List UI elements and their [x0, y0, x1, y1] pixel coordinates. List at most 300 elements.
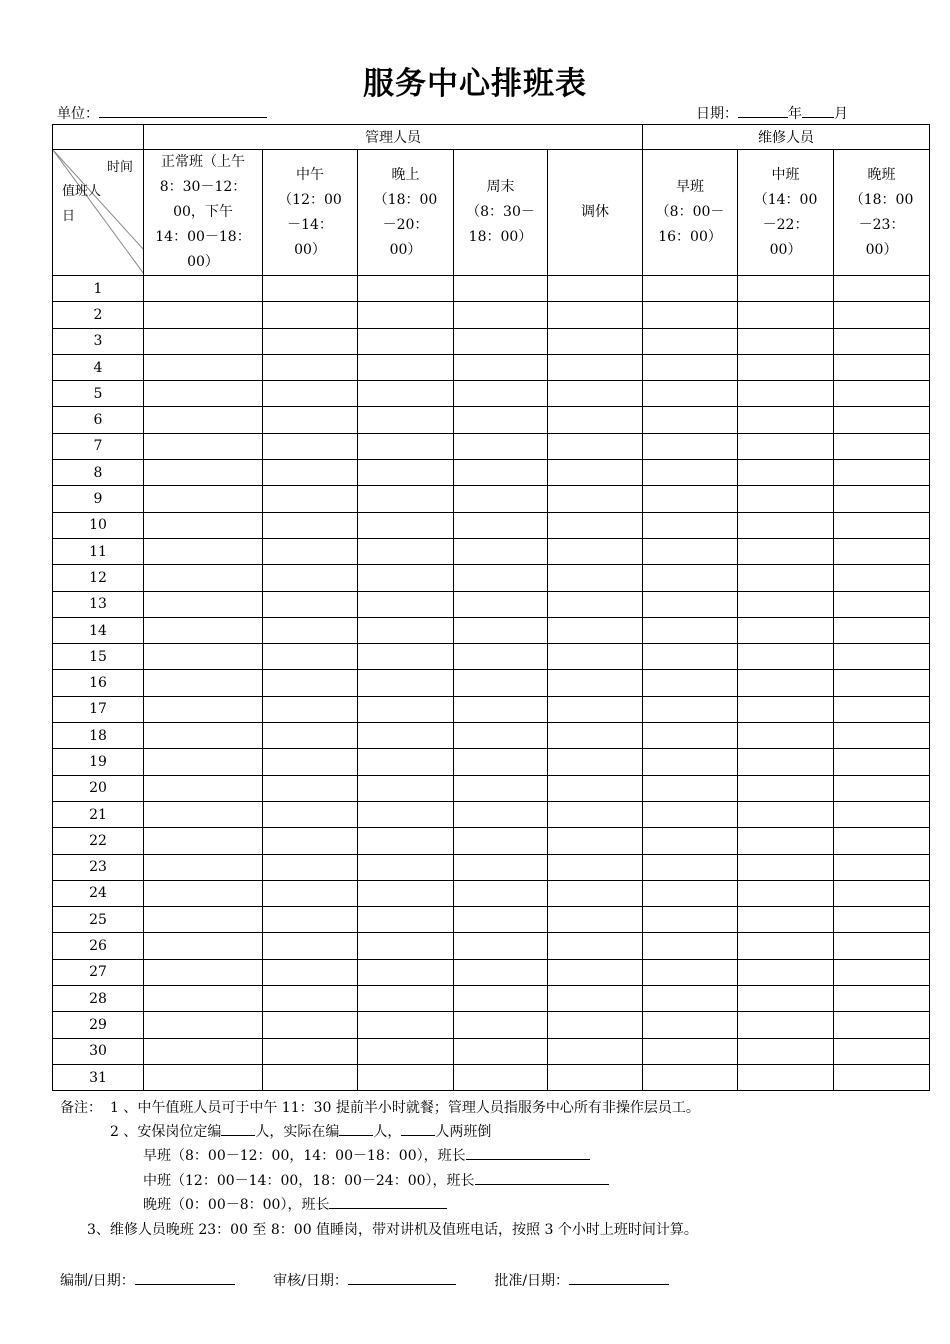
schedule-cell[interactable] [144, 986, 263, 1012]
schedule-cell[interactable] [548, 354, 643, 380]
year-blank[interactable] [738, 103, 788, 118]
schedule-cell[interactable] [358, 828, 454, 854]
signature-line [60, 1270, 703, 1290]
schedule-cell[interactable] [834, 986, 930, 1012]
schedule-cell[interactable] [454, 775, 548, 801]
schedule-cell[interactable] [738, 1064, 834, 1090]
schedule-cell[interactable] [643, 460, 738, 486]
schedule-cell[interactable] [454, 433, 548, 459]
schedule-cell[interactable] [834, 381, 930, 407]
schedule-cell[interactable] [454, 986, 548, 1012]
schedule-cell[interactable] [144, 407, 263, 433]
note-2d: 人两班倒 [435, 1124, 492, 1140]
schedule-cell[interactable] [738, 354, 834, 380]
schedule-cell[interactable] [548, 907, 643, 933]
schedule-cell[interactable] [738, 907, 834, 933]
schedule-cell[interactable] [358, 328, 454, 354]
schedule-cell[interactable] [643, 565, 738, 591]
schedule-cell[interactable] [358, 302, 454, 328]
schedule-cell[interactable] [548, 854, 643, 880]
schedule-cell[interactable] [643, 617, 738, 643]
schedule-cell[interactable] [548, 1038, 643, 1064]
schedule-cell[interactable] [454, 959, 548, 985]
schedule-cell[interactable] [643, 986, 738, 1012]
schedule-cell[interactable] [263, 276, 358, 302]
schedule-cell[interactable] [263, 828, 358, 854]
schedule-cell[interactable] [263, 880, 358, 906]
schedule-cell[interactable] [144, 670, 263, 696]
schedule-cell[interactable] [738, 986, 834, 1012]
schedule-cell[interactable] [738, 933, 834, 959]
schedule-cell[interactable] [358, 617, 454, 643]
schedule-cell[interactable] [144, 723, 263, 749]
schedule-cell[interactable] [548, 1064, 643, 1090]
schedule-cell[interactable] [454, 617, 548, 643]
blank-early-leader[interactable] [466, 1145, 590, 1160]
schedule-cell[interactable] [738, 486, 834, 512]
schedule-cell[interactable] [454, 749, 548, 775]
schedule-cell[interactable] [834, 959, 930, 985]
unit-blank[interactable] [99, 103, 267, 118]
schedule-cell[interactable] [454, 1012, 548, 1038]
schedule-cell[interactable] [454, 723, 548, 749]
note-2c: 人， [373, 1124, 402, 1140]
schedule-cell[interactable] [454, 460, 548, 486]
schedule-cell[interactable] [263, 959, 358, 985]
schedule-cell[interactable] [263, 933, 358, 959]
schedule-cell[interactable] [454, 696, 548, 722]
column-header-line: （18：00 [849, 191, 914, 208]
schedule-cell[interactable] [548, 538, 643, 564]
column-header-line: 中班 [771, 166, 800, 183]
schedule-cell[interactable] [834, 1012, 930, 1038]
schedule-cell[interactable] [454, 276, 548, 302]
blank-mid-leader[interactable] [475, 1170, 609, 1185]
schedule-cell[interactable] [144, 1038, 263, 1064]
schedule-cell[interactable] [834, 933, 930, 959]
schedule-cell[interactable] [643, 854, 738, 880]
schedule-cell[interactable] [548, 302, 643, 328]
schedule-cell[interactable] [834, 276, 930, 302]
schedule-cell[interactable] [548, 696, 643, 722]
schedule-cell[interactable] [548, 959, 643, 985]
sign-prepared-label: 编制/日期： [60, 1273, 135, 1289]
schedule-cell[interactable] [643, 407, 738, 433]
schedule-cell[interactable] [548, 1012, 643, 1038]
schedule-cell[interactable] [454, 933, 548, 959]
schedule-cell[interactable] [834, 486, 930, 512]
schedule-cell[interactable] [263, 670, 358, 696]
schedule-cell[interactable] [454, 591, 548, 617]
schedule-cell[interactable] [263, 1064, 358, 1090]
schedule-cell[interactable] [834, 723, 930, 749]
schedule-cell[interactable] [738, 959, 834, 985]
schedule-cell[interactable] [358, 775, 454, 801]
schedule-cell[interactable] [738, 1012, 834, 1038]
schedule-cell[interactable] [643, 775, 738, 801]
schedule-cell[interactable] [738, 617, 834, 643]
schedule-cell[interactable] [358, 1064, 454, 1090]
schedule-cell[interactable] [454, 565, 548, 591]
blank-staff-actual[interactable] [339, 1121, 373, 1136]
schedule-table [52, 124, 930, 1091]
schedule-cell[interactable] [548, 276, 643, 302]
table-row [53, 696, 930, 722]
schedule-cell[interactable] [454, 381, 548, 407]
schedule-cell[interactable] [263, 1038, 358, 1064]
schedule-cell[interactable] [358, 512, 454, 538]
schedule-cell[interactable] [834, 460, 930, 486]
schedule-cell[interactable] [834, 854, 930, 880]
schedule-cell[interactable] [144, 933, 263, 959]
day-number: 12 [53, 565, 144, 591]
day-number: 31 [53, 1064, 144, 1090]
schedule-cell[interactable] [263, 723, 358, 749]
schedule-cell[interactable] [738, 407, 834, 433]
schedule-cell[interactable] [358, 354, 454, 380]
schedule-cell[interactable] [144, 828, 263, 854]
schedule-cell[interactable] [738, 565, 834, 591]
schedule-cell[interactable] [643, 644, 738, 670]
schedule-cell[interactable] [358, 591, 454, 617]
schedule-cell[interactable] [548, 512, 643, 538]
schedule-cell[interactable] [834, 907, 930, 933]
schedule-cell[interactable] [834, 775, 930, 801]
schedule-cell[interactable] [263, 512, 358, 538]
schedule-cell[interactable] [454, 644, 548, 670]
schedule-cell[interactable] [358, 696, 454, 722]
schedule-cell[interactable] [454, 907, 548, 933]
month-blank[interactable] [802, 103, 834, 118]
notes-line-2 [110, 1120, 491, 1145]
schedule-cell[interactable] [358, 460, 454, 486]
day-number: 26 [53, 933, 144, 959]
schedule-cell[interactable] [834, 433, 930, 459]
schedule-cell[interactable] [548, 828, 643, 854]
schedule-cell[interactable] [548, 723, 643, 749]
schedule-cell[interactable] [358, 381, 454, 407]
day-number: 1 [53, 276, 144, 302]
schedule-cell[interactable] [263, 407, 358, 433]
schedule-cell[interactable] [144, 749, 263, 775]
schedule-cell[interactable] [454, 854, 548, 880]
schedule-cell[interactable] [548, 328, 643, 354]
schedule-cell[interactable] [738, 670, 834, 696]
schedule-cell[interactable] [548, 670, 643, 696]
column-header-line: 正常班（上午 [161, 154, 245, 170]
schedule-cell[interactable] [738, 433, 834, 459]
day-number: 16 [53, 670, 144, 696]
schedule-cell[interactable] [643, 933, 738, 959]
table-row [53, 591, 930, 617]
schedule-cell[interactable] [834, 670, 930, 696]
schedule-cell[interactable] [144, 880, 263, 906]
schedule-cell[interactable] [358, 959, 454, 985]
schedule-cell[interactable] [738, 801, 834, 827]
schedule-cell[interactable] [144, 302, 263, 328]
schedule-cell[interactable] [643, 302, 738, 328]
blank-staff-shift[interactable] [401, 1121, 435, 1136]
schedule-cell[interactable] [738, 276, 834, 302]
sign-approved-blank[interactable] [569, 1270, 669, 1285]
schedule-cell[interactable] [144, 381, 263, 407]
schedule-cell[interactable] [738, 696, 834, 722]
schedule-cell[interactable] [358, 986, 454, 1012]
day-number: 21 [53, 801, 144, 827]
schedule-cell[interactable] [643, 907, 738, 933]
schedule-cell[interactable] [643, 486, 738, 512]
schedule-cell[interactable] [643, 328, 738, 354]
schedule-cell[interactable] [643, 670, 738, 696]
schedule-cell[interactable] [358, 670, 454, 696]
sign-reviewed-blank[interactable] [348, 1270, 456, 1285]
schedule-cell[interactable] [738, 512, 834, 538]
schedule-cell[interactable] [263, 591, 358, 617]
schedule-cell[interactable] [144, 433, 263, 459]
schedule-cell[interactable] [358, 276, 454, 302]
schedule-cell[interactable] [454, 828, 548, 854]
schedule-cell[interactable] [358, 538, 454, 564]
schedule-cell[interactable] [738, 749, 834, 775]
schedule-cell[interactable] [263, 381, 358, 407]
schedule-cell[interactable] [738, 828, 834, 854]
table-row [53, 1064, 930, 1090]
column-header-line: （14：00 [753, 191, 818, 208]
schedule-cell[interactable] [263, 775, 358, 801]
schedule-cell[interactable] [738, 880, 834, 906]
schedule-cell[interactable] [643, 696, 738, 722]
schedule-cell[interactable] [834, 749, 930, 775]
schedule-cell[interactable] [263, 749, 358, 775]
schedule-cell[interactable] [548, 591, 643, 617]
schedule-cell[interactable] [144, 801, 263, 827]
schedule-cell[interactable] [454, 354, 548, 380]
schedule-cell[interactable] [643, 959, 738, 985]
schedule-cell[interactable] [643, 1064, 738, 1090]
schedule-cell[interactable] [144, 854, 263, 880]
schedule-cell[interactable] [834, 328, 930, 354]
schedule-cell[interactable] [738, 591, 834, 617]
schedule-cell[interactable] [548, 407, 643, 433]
schedule-cell[interactable] [454, 407, 548, 433]
schedule-cell[interactable] [263, 644, 358, 670]
schedule-cell[interactable] [643, 1012, 738, 1038]
schedule-cell[interactable] [358, 565, 454, 591]
schedule-cell[interactable] [263, 617, 358, 643]
schedule-cell[interactable] [834, 407, 930, 433]
blank-staff-quota[interactable] [221, 1121, 255, 1136]
day-number: 22 [53, 828, 144, 854]
schedule-cell[interactable] [548, 486, 643, 512]
schedule-cell[interactable] [643, 354, 738, 380]
schedule-cell[interactable] [144, 538, 263, 564]
schedule-cell[interactable] [358, 933, 454, 959]
schedule-cell[interactable] [834, 591, 930, 617]
schedule-cell[interactable] [454, 880, 548, 906]
schedule-cell[interactable] [548, 749, 643, 775]
day-number: 29 [53, 1012, 144, 1038]
schedule-cell[interactable] [358, 749, 454, 775]
schedule-cell[interactable] [144, 1064, 263, 1090]
schedule-cell[interactable] [643, 381, 738, 407]
schedule-cell[interactable] [144, 775, 263, 801]
schedule-cell[interactable] [548, 801, 643, 827]
schedule-cell[interactable] [454, 302, 548, 328]
column-header-line: 00，下午 [173, 204, 233, 220]
schedule-cell[interactable] [643, 828, 738, 854]
schedule-cell[interactable] [643, 1038, 738, 1064]
schedule-cell[interactable] [263, 801, 358, 827]
schedule-cell[interactable] [358, 1038, 454, 1064]
table-row [53, 801, 930, 827]
schedule-cell[interactable] [834, 801, 930, 827]
day-number: 20 [53, 775, 144, 801]
schedule-cell[interactable] [834, 696, 930, 722]
note-2b: 人，实际在编 [255, 1124, 340, 1140]
schedule-cell[interactable] [263, 854, 358, 880]
schedule-cell[interactable] [834, 828, 930, 854]
schedule-cell[interactable] [144, 565, 263, 591]
schedule-cell[interactable] [144, 328, 263, 354]
schedule-cell[interactable] [643, 433, 738, 459]
schedule-cell[interactable] [643, 591, 738, 617]
schedule-cell[interactable] [263, 907, 358, 933]
schedule-cell[interactable] [263, 1012, 358, 1038]
schedule-cell[interactable] [358, 907, 454, 933]
table-row [53, 565, 930, 591]
schedule-cell[interactable] [454, 801, 548, 827]
table-row [53, 1038, 930, 1064]
schedule-cell[interactable] [834, 302, 930, 328]
notes-line-night [143, 1193, 447, 1218]
schedule-cell[interactable] [454, 1064, 548, 1090]
schedule-cell[interactable] [643, 880, 738, 906]
schedule-cell[interactable] [738, 723, 834, 749]
schedule-cell[interactable] [454, 512, 548, 538]
column-header-line: 00） [294, 241, 326, 258]
schedule-cell[interactable] [834, 644, 930, 670]
schedule-cell[interactable] [738, 644, 834, 670]
schedule-cell[interactable] [834, 354, 930, 380]
schedule-cell[interactable] [263, 986, 358, 1012]
note-1: 1 、中午值班人员可于中午 11：30 提前半小时就餐；管理人员指服务中心所有非操作层员工。 [110, 1100, 700, 1116]
schedule-cell[interactable] [738, 775, 834, 801]
schedule-cell[interactable] [834, 565, 930, 591]
column-header-line: 00） [187, 254, 219, 270]
schedule-cell[interactable] [643, 276, 738, 302]
schedule-cell[interactable] [738, 538, 834, 564]
schedule-cell[interactable] [144, 276, 263, 302]
schedule-cell[interactable] [548, 775, 643, 801]
schedule-cell[interactable] [834, 512, 930, 538]
schedule-cell[interactable] [643, 723, 738, 749]
schedule-cell[interactable] [454, 538, 548, 564]
sign-prepared-blank[interactable] [135, 1270, 235, 1285]
schedule-cell[interactable] [454, 328, 548, 354]
schedule-cell[interactable] [358, 644, 454, 670]
schedule-cell[interactable] [144, 907, 263, 933]
schedule-cell[interactable] [263, 565, 358, 591]
schedule-cell[interactable] [358, 880, 454, 906]
schedule-cell[interactable] [643, 538, 738, 564]
schedule-cell[interactable] [263, 460, 358, 486]
sign-reviewed [273, 1270, 456, 1290]
schedule-cell[interactable] [738, 1038, 834, 1064]
schedule-cell[interactable] [144, 591, 263, 617]
schedule-cell[interactable] [144, 354, 263, 380]
table-row [53, 433, 930, 459]
schedule-cell[interactable] [263, 538, 358, 564]
schedule-cell[interactable] [358, 1012, 454, 1038]
schedule-cell[interactable] [834, 1064, 930, 1090]
schedule-cell[interactable] [144, 512, 263, 538]
schedule-cell[interactable] [548, 644, 643, 670]
schedule-cell[interactable] [643, 749, 738, 775]
schedule-cell[interactable] [144, 959, 263, 985]
schedule-cell[interactable] [144, 1012, 263, 1038]
schedule-cell[interactable] [548, 617, 643, 643]
schedule-cell[interactable] [263, 433, 358, 459]
table-row [53, 644, 930, 670]
schedule-cell[interactable] [834, 538, 930, 564]
schedule-cell[interactable] [643, 801, 738, 827]
schedule-cell[interactable] [548, 933, 643, 959]
schedule-cell[interactable] [548, 565, 643, 591]
schedule-cell[interactable] [548, 460, 643, 486]
schedule-cell[interactable] [144, 486, 263, 512]
schedule-cell[interactable] [454, 1038, 548, 1064]
schedule-cell[interactable] [834, 1038, 930, 1064]
schedule-cell[interactable] [738, 854, 834, 880]
schedule-cell[interactable] [358, 486, 454, 512]
schedule-cell[interactable] [738, 302, 834, 328]
schedule-cell[interactable] [834, 880, 930, 906]
table-row [53, 328, 930, 354]
schedule-cell[interactable] [834, 617, 930, 643]
corner-header-cell [53, 150, 144, 276]
schedule-cell[interactable] [548, 381, 643, 407]
schedule-cell[interactable] [358, 854, 454, 880]
schedule-cell[interactable] [263, 354, 358, 380]
notes-line-1 [60, 1096, 700, 1121]
schedule-cell[interactable] [144, 696, 263, 722]
schedule-cell[interactable] [454, 486, 548, 512]
schedule-cell[interactable] [738, 460, 834, 486]
blank-night-leader[interactable] [329, 1194, 447, 1209]
schedule-cell[interactable] [358, 433, 454, 459]
schedule-cell[interactable] [738, 328, 834, 354]
table-row [53, 486, 930, 512]
schedule-cell[interactable] [548, 986, 643, 1012]
schedule-cell[interactable] [738, 381, 834, 407]
schedule-cell[interactable] [358, 723, 454, 749]
schedule-cell[interactable] [548, 433, 643, 459]
schedule-cell[interactable] [263, 696, 358, 722]
schedule-cell[interactable] [454, 670, 548, 696]
table-row [53, 670, 930, 696]
schedule-cell[interactable] [263, 486, 358, 512]
schedule-cell[interactable] [263, 328, 358, 354]
day-number: 28 [53, 986, 144, 1012]
schedule-cell[interactable] [643, 512, 738, 538]
schedule-cell[interactable] [358, 407, 454, 433]
schedule-cell[interactable] [144, 644, 263, 670]
schedule-cell[interactable] [358, 801, 454, 827]
schedule-cell[interactable] [548, 880, 643, 906]
schedule-cell[interactable] [144, 460, 263, 486]
schedule-cell[interactable] [263, 302, 358, 328]
schedule-cell[interactable] [144, 617, 263, 643]
